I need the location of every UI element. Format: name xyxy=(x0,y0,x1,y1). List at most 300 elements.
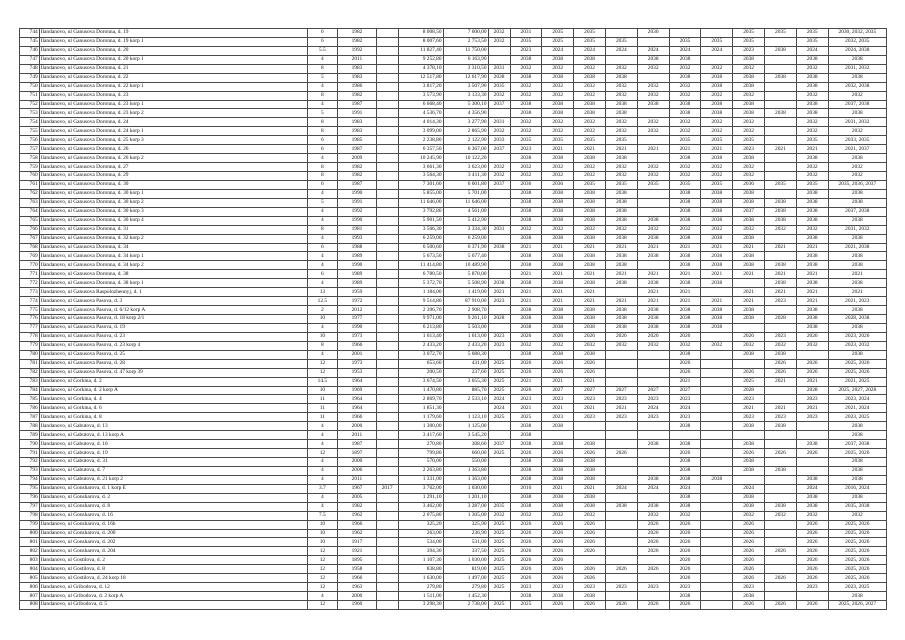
table-cell: 2026 xyxy=(510,556,542,565)
table-cell xyxy=(701,395,733,404)
table-cell: 2038 xyxy=(733,440,765,449)
table-cell: 2032 xyxy=(701,64,733,73)
table-row xyxy=(20,288,887,297)
table-cell: 801 xyxy=(20,538,40,547)
table-cell xyxy=(637,189,669,198)
table-cell: Ilandanovo, ul Ganusova Doronna, d. 22 korp 1 xyxy=(39,82,307,91)
table-cell: 2021 xyxy=(637,243,669,252)
table-cell: 2024 xyxy=(488,404,510,413)
table-cell: 6 xyxy=(307,37,338,46)
table-cell: Ilandanovo, ul Ganusova Doronna, d. 24 xyxy=(39,118,307,127)
table-cell: 2025 xyxy=(510,413,542,422)
table-cell: 2038 xyxy=(574,323,606,332)
table-cell: 4 xyxy=(307,431,338,440)
table-cell: 2032 xyxy=(542,64,574,73)
table-cell: 2035 xyxy=(637,180,669,189)
table-cell: 885,70 xyxy=(443,386,488,395)
table-cell xyxy=(796,422,828,431)
table-cell: 2027 xyxy=(542,386,574,395)
table-cell: 2038 xyxy=(796,189,828,198)
table-cell xyxy=(605,431,637,440)
table-cell: Ilandanovo, ul Ganusova Doronna, d. 23 xyxy=(39,91,307,100)
table-cell: 2032 xyxy=(828,172,886,181)
table-cell: 5 901,50 xyxy=(398,216,443,225)
table-cell xyxy=(701,538,733,547)
table-cell: Ilandanovo, ul Gribodova, d. 2 korp A xyxy=(39,592,307,601)
table-cell: 791 xyxy=(20,449,40,458)
table-cell: 2026 xyxy=(605,449,637,458)
table-cell: 2032 xyxy=(637,511,669,520)
table-cell: 3 133,30 xyxy=(443,91,488,100)
table-cell: 2026 xyxy=(510,332,542,341)
table-cell: 2023 xyxy=(605,395,637,404)
table-cell: 2035 xyxy=(605,136,637,145)
table-cell: 1966 xyxy=(338,574,376,583)
table-cell: 4 xyxy=(307,55,338,64)
table-cell: 2035 xyxy=(574,37,606,46)
table-cell: 2038 xyxy=(510,216,542,225)
table-cell: 2035 xyxy=(574,180,606,189)
table-cell: 2026 xyxy=(669,529,701,538)
table-cell: 2021 xyxy=(574,288,606,297)
table-cell: 2032 xyxy=(542,82,574,91)
table-cell xyxy=(376,207,398,216)
table-cell: 5 508,90 xyxy=(443,279,488,288)
table-cell: 1982 xyxy=(338,37,376,46)
table-cell: 3.7 xyxy=(307,484,338,493)
table-cell: 2038 xyxy=(574,234,606,243)
table-cell: 2032 xyxy=(765,341,797,350)
table-cell: 2 263,80 xyxy=(398,466,443,475)
table-cell xyxy=(376,288,398,297)
table-cell: 2030, 2032, 2035 xyxy=(828,29,886,38)
table-cell: 2032 xyxy=(669,341,701,350)
table-cell xyxy=(443,404,488,413)
table-cell: 2021 xyxy=(733,243,765,252)
table-cell: 2032 xyxy=(637,91,669,100)
table-cell: 2038 xyxy=(574,306,606,315)
table-row xyxy=(20,583,887,592)
table-cell: 2032 xyxy=(510,91,542,100)
table-cell: 9 514,80 xyxy=(398,297,443,306)
table-cell xyxy=(376,466,398,475)
table-cell: 2028 xyxy=(765,315,797,324)
table-cell: 2026 xyxy=(510,368,542,377)
table-cell: 2038 xyxy=(765,198,797,207)
table-cell xyxy=(701,466,733,475)
table-cell: 2032 xyxy=(796,172,828,181)
table-cell: 270,80 xyxy=(398,440,443,449)
table-cell: 2027 xyxy=(605,386,637,395)
table-cell: 2038 xyxy=(574,261,606,270)
table-cell: 12 617,90 xyxy=(443,73,488,82)
table-cell: 2035, 2036, 2037 xyxy=(828,180,886,189)
table-cell: 2024 xyxy=(637,404,669,413)
table-cell: 780 xyxy=(20,350,40,359)
table-cell xyxy=(376,475,398,484)
table-cell: 2026 xyxy=(510,386,542,395)
table-cell: 795 xyxy=(20,484,40,493)
table-cell: 2032 xyxy=(574,118,606,127)
table-cell: 2026 xyxy=(669,368,701,377)
table-cell xyxy=(701,359,733,368)
table-cell: 1983 xyxy=(338,64,376,73)
table-cell: 4 xyxy=(307,493,338,502)
table-cell xyxy=(376,315,398,324)
table-cell: 2038 xyxy=(574,100,606,109)
table-cell: 2026 xyxy=(574,538,606,547)
table-cell: 2023 xyxy=(510,583,542,592)
table-cell: 2035 xyxy=(796,136,828,145)
table-cell: 2038 xyxy=(765,279,797,288)
table-cell: 2032 xyxy=(637,225,669,234)
table-cell xyxy=(488,154,510,163)
table-cell xyxy=(637,592,669,601)
table-cell: Ilandanovo, ul Ganusova Doronna, d. 19 xyxy=(39,29,307,38)
table-cell: 2035 xyxy=(669,37,701,46)
table-cell: 749 xyxy=(20,73,40,82)
table-cell xyxy=(488,493,510,502)
table-cell: 4 xyxy=(307,502,338,511)
table-cell: 2032 xyxy=(574,163,606,172)
table-cell: 2026 xyxy=(605,601,637,610)
table-row xyxy=(20,350,887,359)
table-cell xyxy=(701,288,733,297)
table-cell: 2026 xyxy=(733,538,765,547)
table-cell: 2025 xyxy=(488,547,510,556)
table-cell: 793 xyxy=(20,466,40,475)
table-cell: 2038 xyxy=(765,261,797,270)
table-cell: 4 xyxy=(307,422,338,431)
table-cell: 2038 xyxy=(605,261,637,270)
table-cell: Ilandanovo, ul Ganusova Doronna, d. 34 korp 2 xyxy=(39,261,307,270)
table-cell: 2021 xyxy=(542,243,574,252)
table-cell: 2023 xyxy=(488,297,510,306)
table-cell xyxy=(376,82,398,91)
table-cell: 2032 xyxy=(701,91,733,100)
table-cell: 2026 xyxy=(637,538,669,547)
table-cell xyxy=(765,82,797,91)
table-cell xyxy=(637,198,669,207)
table-cell xyxy=(637,359,669,368)
table-cell: 4 xyxy=(307,189,338,198)
table-cell: Ilandanovo, ul Gabutova, d. 31 xyxy=(39,458,307,467)
table-cell: 2038 xyxy=(574,502,606,511)
table-cell: 2021 xyxy=(669,145,701,154)
table-cell: 2016, 2024 xyxy=(828,484,886,493)
table-cell: Ilandanovo, ul Ganusova Doronna, d. 23 korp 1 xyxy=(39,100,307,109)
table-cell: 2021 xyxy=(510,270,542,279)
table-cell xyxy=(605,288,637,297)
table-row xyxy=(20,154,887,163)
table-cell: 2026 xyxy=(733,332,765,341)
table-cell: Ilandanovo, ul Gribodova, d. 5 xyxy=(39,601,307,610)
table-cell: 2021 xyxy=(828,270,886,279)
table-cell: 2026 xyxy=(733,368,765,377)
table-cell: 2038 xyxy=(701,279,733,288)
table-cell: 2038 xyxy=(542,323,574,332)
table-cell: 2038 xyxy=(605,315,637,324)
table-cell: 12 xyxy=(307,583,338,592)
table-cell xyxy=(376,163,398,172)
table-cell: 2038 xyxy=(669,350,701,359)
table-cell: 1987 xyxy=(338,145,376,154)
table-cell: 6 601,80 xyxy=(443,180,488,189)
table-cell: 2038 xyxy=(828,306,886,315)
table-cell: 8 xyxy=(307,163,338,172)
table-cell xyxy=(376,574,398,583)
table-row xyxy=(20,189,887,198)
table-cell: 2026 xyxy=(796,547,828,556)
table-cell: 2035 xyxy=(733,136,765,145)
table-cell: 2038 xyxy=(637,100,669,109)
table-row xyxy=(20,592,887,601)
table-cell: 2035 xyxy=(669,136,701,145)
table-cell: 1 511,00 xyxy=(398,592,443,601)
table-row xyxy=(20,601,887,610)
table-cell: 2026 xyxy=(542,449,574,458)
table-cell: 3 792,80 xyxy=(398,207,443,216)
table-cell xyxy=(376,341,398,350)
table-row xyxy=(20,502,887,511)
table-cell xyxy=(637,73,669,82)
table-cell: Ilandanovo, ul Ganusova Doronna, d. 30 korp 2 xyxy=(39,198,307,207)
table-cell: 798 xyxy=(20,511,40,520)
table-cell: 2 238,80 xyxy=(398,136,443,145)
table-cell: 8 008,50 xyxy=(398,29,443,38)
table-cell: 2032 xyxy=(488,163,510,172)
table-cell: 2026 xyxy=(510,565,542,574)
table-cell: 2035 xyxy=(733,37,765,46)
table-cell: 2021 xyxy=(733,288,765,297)
table-cell: Ilandanovo, ul Ganusova Doronna, d. 30 korp 3 xyxy=(39,207,307,216)
table-cell: 779 xyxy=(20,341,40,350)
table-cell: 787 xyxy=(20,413,40,422)
table-cell: 1982 xyxy=(338,502,376,511)
table-cell: 760 xyxy=(20,172,40,181)
table-cell: 1 630,00 xyxy=(443,484,488,493)
table-cell: 2035, 2038 xyxy=(828,502,886,511)
table-cell: 792 xyxy=(20,458,40,467)
table-cell: 7 301,60 xyxy=(398,180,443,189)
table-cell xyxy=(637,458,669,467)
table-cell: 753 xyxy=(20,109,40,118)
table-cell: 2038 xyxy=(796,493,828,502)
table-cell xyxy=(605,377,637,386)
table-cell: Ilandanovo, ul Gorkina, d. 4 xyxy=(39,395,307,404)
table-cell: 2026 xyxy=(765,449,797,458)
table-row xyxy=(20,163,887,172)
table-cell: 5 412,90 xyxy=(443,216,488,225)
table-row xyxy=(20,395,887,404)
table-row xyxy=(20,323,887,332)
table-cell: Ilandanovo, ul Ganusova Doronna, d. 34 korp 1 xyxy=(39,252,307,261)
table-cell: 1 470,80 xyxy=(398,386,443,395)
table-cell: 1983 xyxy=(338,127,376,136)
table-cell: 2032 xyxy=(796,341,828,350)
table-cell xyxy=(488,306,510,315)
table-cell: 2026 xyxy=(574,574,606,583)
table-cell: 2038 xyxy=(796,100,828,109)
table-cell: 2038 xyxy=(542,73,574,82)
table-cell: 789 xyxy=(20,431,40,440)
table-cell: 6 371,90 xyxy=(443,243,488,252)
table-cell xyxy=(765,583,797,592)
table-cell: 802 xyxy=(20,547,40,556)
table-cell xyxy=(488,198,510,207)
table-cell: 2021 xyxy=(542,484,574,493)
table-cell: 2038 xyxy=(637,502,669,511)
table-cell: 2038 xyxy=(605,279,637,288)
table-cell: 2038 xyxy=(733,73,765,82)
table-cell: 790 xyxy=(20,440,40,449)
table-cell: 1 613,00 xyxy=(443,332,488,341)
table-cell xyxy=(376,404,398,413)
table-cell: 2021 xyxy=(733,270,765,279)
table-row xyxy=(20,386,887,395)
table-cell xyxy=(605,29,637,38)
table-cell: 3 566,30 xyxy=(398,225,443,234)
table-cell: 2038 xyxy=(669,279,701,288)
table-cell: 2026 xyxy=(510,547,542,556)
table-cell: 2000 xyxy=(338,458,376,467)
table-cell: 2038 xyxy=(488,73,510,82)
table-cell: Ilandanovo, ul Gabutova, d. 13 korp A xyxy=(39,431,307,440)
table-cell: 2038 xyxy=(733,422,765,431)
table-cell: 2024, 2038 xyxy=(828,46,886,55)
table-cell: 2021 xyxy=(765,270,797,279)
table-cell: 2023 xyxy=(510,46,542,55)
table-cell: 2038 xyxy=(796,234,828,243)
table-cell: 2025, 2026 xyxy=(828,538,886,547)
table-cell: 2038 xyxy=(733,493,765,502)
table-cell: 2023 xyxy=(637,583,669,592)
table-cell: 2038 xyxy=(733,82,765,91)
table-cell: 6 500,60 xyxy=(398,243,443,252)
table-cell xyxy=(765,55,797,64)
table-cell xyxy=(376,55,398,64)
table-cell xyxy=(701,449,733,458)
table-cell: Ilandanovo, ul Gonsharova, d. 204 xyxy=(39,547,307,556)
table-cell: 4 xyxy=(307,154,338,163)
table-row xyxy=(20,207,887,216)
table-cell: 2011 xyxy=(338,431,376,440)
table-cell: 2032 xyxy=(701,118,733,127)
table-cell: Ilandanovo, ul Ganusova Doronna, d. 24 korp 1 xyxy=(39,127,307,136)
table-cell: 2024 xyxy=(542,46,574,55)
table-row xyxy=(20,413,887,422)
table-cell: 2026 xyxy=(574,332,606,341)
table-cell: Ilandanovo, ul Ganusova Doronna, d. 21 xyxy=(39,64,307,73)
table-cell xyxy=(701,484,733,493)
table-cell: 2026 xyxy=(669,332,701,341)
table-cell: 2023 xyxy=(733,46,765,55)
table-cell: 2032 xyxy=(605,64,637,73)
table-cell: 2032 xyxy=(796,118,828,127)
table-cell: 2026 xyxy=(574,449,606,458)
table-cell: 2032 xyxy=(733,511,765,520)
table-cell: 2038 xyxy=(574,592,606,601)
table-cell xyxy=(376,332,398,341)
table-cell: 2026 xyxy=(669,565,701,574)
table-cell: 788 xyxy=(20,422,40,431)
table-cell: 2038 xyxy=(669,323,701,332)
table-cell: 2023 xyxy=(605,583,637,592)
table-cell xyxy=(733,475,765,484)
table-cell: 2021 xyxy=(542,377,574,386)
table-cell: 2026 xyxy=(542,368,574,377)
table-cell: 10 245,90 xyxy=(398,154,443,163)
table-cell: 4 561,00 xyxy=(443,207,488,216)
table-cell: 9 252,80 xyxy=(398,55,443,64)
table-cell: 2023 xyxy=(510,145,542,154)
table-cell xyxy=(765,520,797,529)
table-cell: 2025 xyxy=(488,449,510,458)
table-cell: 2021 xyxy=(733,404,765,413)
table-cell: 2025 xyxy=(488,556,510,565)
table-cell: 2026 xyxy=(637,601,669,610)
table-cell: 2032 xyxy=(701,163,733,172)
table-cell: 1895 xyxy=(338,556,376,565)
table-cell xyxy=(637,154,669,163)
table-row xyxy=(20,547,887,556)
table-cell: 2021 xyxy=(510,288,542,297)
table-cell: 2038 xyxy=(574,73,606,82)
table-cell: 794 xyxy=(20,475,40,484)
table-cell: 2038 xyxy=(669,315,701,324)
table-cell xyxy=(765,306,797,315)
table-cell: 2031, 2032 xyxy=(828,64,886,73)
table-cell: Ilandanovo, ul Ganusova Doronna, d. 26 xyxy=(39,145,307,154)
table-cell xyxy=(488,109,510,118)
table-cell: 2038 xyxy=(669,261,701,270)
table-cell xyxy=(701,29,733,38)
table-cell: 2021 xyxy=(542,288,574,297)
table-cell: 2038 xyxy=(828,323,886,332)
table-cell: 838,80 xyxy=(398,565,443,574)
table-cell: Ilandanovo, ul Ganusova Doronna, d. 22 xyxy=(39,73,307,82)
table-cell: 2032 xyxy=(605,82,637,91)
table-cell xyxy=(605,556,637,565)
table-cell: 2038 xyxy=(669,458,701,467)
table-cell: 11 xyxy=(307,413,338,422)
table-cell xyxy=(701,592,733,601)
table-cell xyxy=(637,368,669,377)
table-cell: 2026 xyxy=(669,449,701,458)
table-cell: 2035 xyxy=(733,29,765,38)
table-cell: 2032 xyxy=(605,118,637,127)
table-cell: 2038 xyxy=(828,350,886,359)
table-cell xyxy=(376,323,398,332)
table-cell: 1958 xyxy=(338,565,376,574)
table-cell: 4 378,10 xyxy=(398,64,443,73)
table-cell: 2023 xyxy=(765,297,797,306)
table-cell: 2021, 2024 xyxy=(828,404,886,413)
table-row xyxy=(20,449,887,458)
table-cell: 2021 xyxy=(733,297,765,306)
table-cell: 2 433,20 xyxy=(443,341,488,350)
table-cell: Ilandanovo, ul Ganusova Doronna, d. 31 xyxy=(39,225,307,234)
table-cell: 13 xyxy=(307,288,338,297)
table-row xyxy=(20,136,887,145)
table-row xyxy=(20,458,887,467)
table-cell: 2026 xyxy=(733,547,765,556)
table-cell: 1992 xyxy=(338,46,376,55)
table-cell xyxy=(376,413,398,422)
table-cell: 2026 xyxy=(542,601,574,610)
table-cell: 762 xyxy=(20,189,40,198)
table-cell: 2023 xyxy=(796,413,828,422)
